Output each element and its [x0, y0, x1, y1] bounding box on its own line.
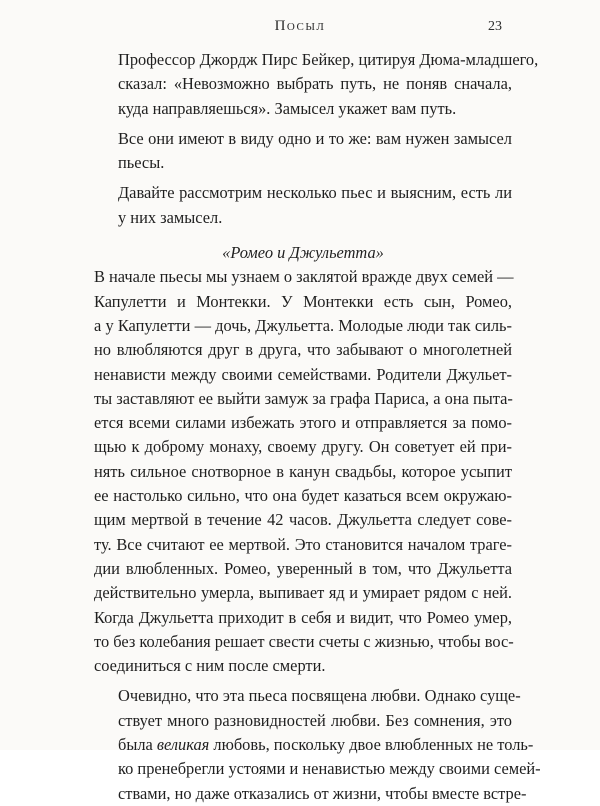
paragraph-plot-summary [94, 265, 512, 678]
text-line: а у Капулетти — дочь, Джульетта. Молодые люди так силь- [94, 315, 512, 335]
text-line: сказал: «Невозможно выбрать путь, не поняв сначала, [118, 74, 512, 94]
text-line: Давайте рассмотрим несколько пьес и выясним, есть ли [118, 183, 512, 203]
text-line: Все они имеют в виду одно и то же: вам нужен замысел [118, 128, 512, 148]
text-line: куда направляешься». Замысел укажет вам путь. [118, 98, 457, 118]
paragraph-baker-quote [94, 48, 539, 121]
text-line: ко пренебрегли устоями и ненавистью между своими семей- [118, 759, 541, 779]
text-line: щью к доброму монаху, своему другу. Он советует ей при- [94, 437, 512, 457]
running-title: Посыл [274, 18, 326, 34]
text-line: Капулетти и Монтекки. У Монтекки есть сын, Ромео, [94, 291, 512, 311]
text-line: щим мертвой в течение 42 часов. Джульетта следует сове- [94, 510, 512, 530]
text-fragment: любовь, поскольку двое влюбленных не толь- [209, 735, 534, 755]
text-fragment: была [118, 735, 157, 755]
body-text [94, 48, 541, 806]
section-heading-romeo-juliet: «Ромео и Джульетта» [222, 243, 384, 263]
text-line: пьесы. [118, 153, 165, 173]
text-line [94, 733, 534, 757]
text-line: соединиться с ним после смерти. [94, 656, 326, 676]
text-line: у них замысел. [118, 207, 223, 227]
text-line: действительно умерла, выпивает яд и умирает рядом с ней. [94, 583, 512, 603]
text-line: ненависти между своими семействами. Родители Джульет- [94, 364, 512, 384]
text-line: В начале пьесы мы узнаем о заклятой вражде двух семей — [94, 267, 514, 287]
text-line: дии влюбленных. Ромео, уверенный в том, что Джульетта [94, 558, 512, 578]
text-line: ее настолько сильно, что она будет казаться всем окружаю- [94, 486, 512, 506]
paragraph-lets-examine [94, 181, 512, 230]
text-line: нять сильное снотворное в канун свадьбы, которое усыпит [94, 461, 512, 481]
text-line: Очевидно, что эта пьеса посвящена любви. Однако суще- [118, 686, 521, 706]
text-line: Когда Джульетта приходит в себя и видит, что Ромео умер, [94, 607, 512, 627]
emphasis-great: великая [156, 735, 210, 755]
text-line: то без колебания решает свести счеты с жизнью, чтобы вос- [94, 631, 514, 651]
text-line: ствами, но даже отказались от жизни, чтобы вместе встре- [118, 783, 527, 803]
running-head [0, 18, 600, 38]
text-line: ствует много разновидностей любви. Без сомнения, это [118, 710, 512, 730]
page-number: 23 [488, 19, 502, 34]
text-line: Профессор Джордж Пирс Бейкер, цитируя Дюма-младшего, [118, 50, 539, 69]
paragraph-same-idea [94, 127, 512, 176]
text-line: ется всеми силами избежать этого и отправляется за помо- [94, 413, 512, 433]
text-line: ту. Все считают ее мертвой. Это становится началом траге- [94, 534, 512, 554]
paragraph-obviously-love [94, 684, 541, 805]
text-line: ты заставляют ее выйти замуж за графа Париса, а она пыта- [94, 388, 513, 408]
text-line: но влюбляются друг в друга, что забывают о многолетней [94, 340, 512, 360]
